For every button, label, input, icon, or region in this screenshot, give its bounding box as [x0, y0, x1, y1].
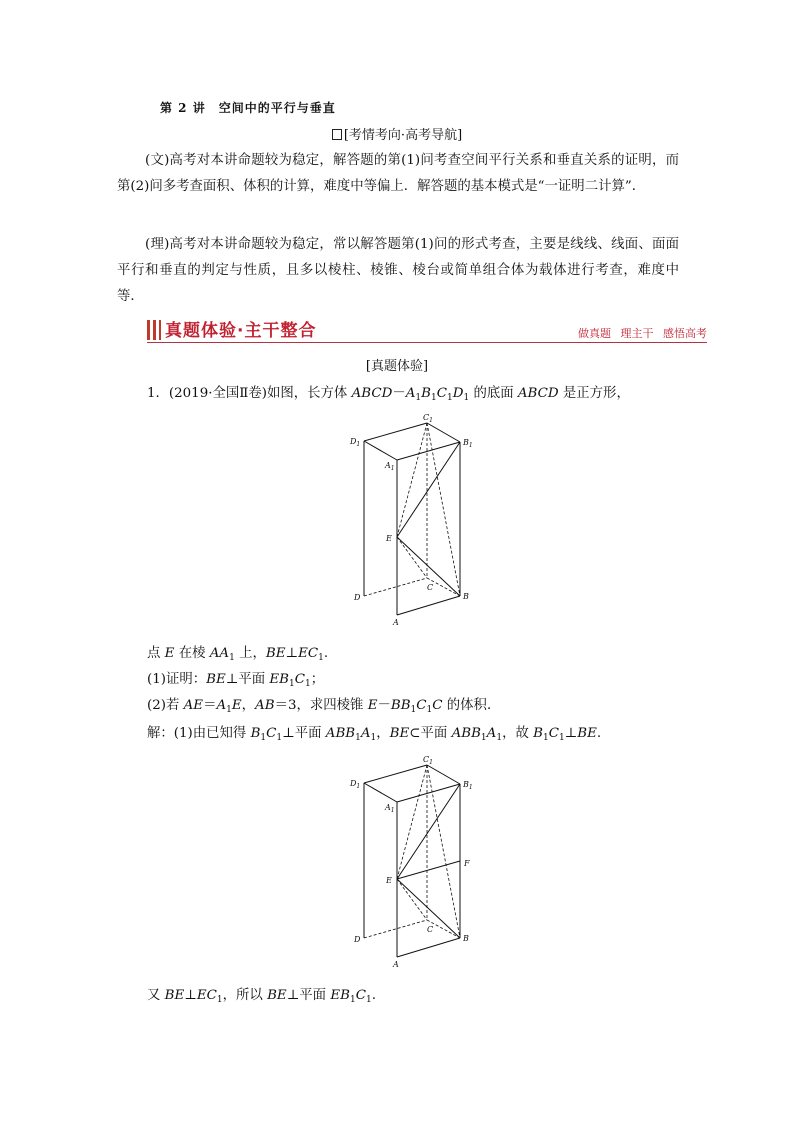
label-a1: $A_1$	[385, 461, 395, 472]
guide-title	[0, 124, 794, 143]
sol1-d: ⊂平面	[409, 726, 452, 741]
cond-text-b: 在棱	[174, 646, 210, 661]
figure-cuboid-1	[340, 410, 480, 630]
sol2-a: 又	[147, 988, 165, 1003]
part2-end: 的体积．	[442, 698, 501, 713]
cond-text-c: 上，	[234, 646, 266, 661]
wen-text: 高考对本讲命题较为稳定，解答题的第(1)问考查空间平行关系和垂直关系的证明，而第(2)问多考查面积、体积的计算，难度中等偏上．解答题的基本模式是“一证明二计算”．	[117, 153, 679, 194]
sol2-d: ⊥平面	[286, 988, 331, 1003]
sol2-end: .	[371, 988, 376, 1003]
section-right-text: 做真题 理主干 感悟高考	[578, 327, 707, 340]
label-d1: $D_1$	[350, 437, 361, 448]
sol2-c: ，所以	[222, 988, 268, 1003]
sub-section-label: [真题体验]	[365, 359, 429, 374]
sol1-a: (1)由已知得	[173, 726, 251, 741]
problem-part-1: (1)证明：BE⊥平面 $EB_1C_1$；	[147, 672, 325, 689]
label-e: E	[386, 534, 392, 543]
sol1-b: ⊥平面	[282, 726, 326, 741]
lecture-title: 第 2 讲 空间中的平行与垂直	[160, 101, 336, 115]
part2-label: (2)若	[147, 698, 184, 713]
label-b1: $B_1$	[463, 438, 473, 449]
part1-mid: ⊥平面	[225, 672, 270, 687]
guide-title-text: [考情考向·高考导航]	[343, 128, 463, 143]
stem-text-b: 的底面	[469, 386, 518, 401]
label-b: B	[463, 592, 469, 601]
li-prefix: (理)	[145, 237, 170, 252]
stem-text-c: 是正方形，	[558, 386, 630, 401]
fig2-label-d: D	[354, 935, 361, 944]
fig2-label-c1: $C_1$	[423, 755, 433, 766]
cond-text-a: 点	[147, 646, 165, 661]
sol1-c: ，	[376, 726, 390, 741]
section-heading: 真题体验·主干整合	[165, 321, 317, 341]
fig2-label-f: F	[464, 859, 470, 868]
part2-eq: ＝	[203, 698, 217, 713]
intro-wen-paragraph	[117, 148, 679, 200]
problem-stem: 1．(2019·全国Ⅱ卷)如图，长方体 $ABCD-A_1B_1C_1D_1$ 的底面 ABCD 是正方形，	[147, 386, 630, 403]
label-a: A	[393, 618, 399, 627]
fig2-label-e: E	[386, 876, 392, 885]
sol1-end: .	[596, 726, 602, 741]
fig2-label-b1: $B_1$	[463, 780, 473, 791]
problem-condition: 点 E 在棱 $AA_1$ 上，$BE\perp EC_1$.	[147, 646, 329, 663]
sol2-b: ⊥	[184, 988, 197, 1003]
checkbox-icon	[332, 129, 342, 140]
fig2-label-a1: $A_1$	[385, 803, 395, 814]
section-header	[147, 316, 707, 343]
label-c1: $C_1$	[423, 413, 433, 424]
part2-ab: ＝3，求四棱锥	[274, 698, 368, 713]
li-text: 高考对本讲命题较为稳定，常以解答题第(1)问的形式考查，主要是线线、线面、面面平行和垂直的判定与性质，且多以棱柱、棱锥、棱台或简单组合体为载体进行考查，难度中等．	[117, 237, 679, 304]
solution-label: 解：	[147, 726, 174, 741]
wen-prefix: (文)	[145, 153, 170, 168]
problem-part-2: (2)若 $AE=A_1E$，AB＝3，求四棱锥 $E-BB_1C_1C$ 的体积．	[147, 698, 501, 715]
solution-line-2: 又 $BE\perp EC_1$，所以 BE⊥平面 $EB_1C_1$.	[147, 988, 376, 1005]
figure-cuboid-2	[340, 752, 480, 972]
part2-mid: ，	[241, 698, 256, 713]
problem-source: (2019·全国Ⅱ卷)	[168, 386, 267, 401]
label-d: D	[354, 593, 361, 602]
fig2-label-a: A	[393, 960, 399, 969]
sol1-f: ⊥	[564, 726, 578, 741]
stem-text-a: 如图，长方体	[266, 386, 352, 401]
fig2-label-b: B	[463, 934, 469, 943]
problem-number: 1．	[147, 386, 169, 401]
sol1-e: ，故	[502, 726, 534, 741]
fig2-label-c: C	[427, 925, 434, 934]
solution-line-1: 解：(1)由已知得 $B_1C_1\perp$平面 $ABB_1A_1$，BE⊂平面 $ABB_1A_1$，故 $B_1C_1\perp BE$.	[147, 726, 602, 743]
fig2-label-d1: $D_1$	[350, 779, 361, 790]
label-c: C	[427, 583, 434, 592]
intro-li-paragraph	[117, 232, 679, 310]
part1-label: (1)证明：	[147, 672, 207, 687]
